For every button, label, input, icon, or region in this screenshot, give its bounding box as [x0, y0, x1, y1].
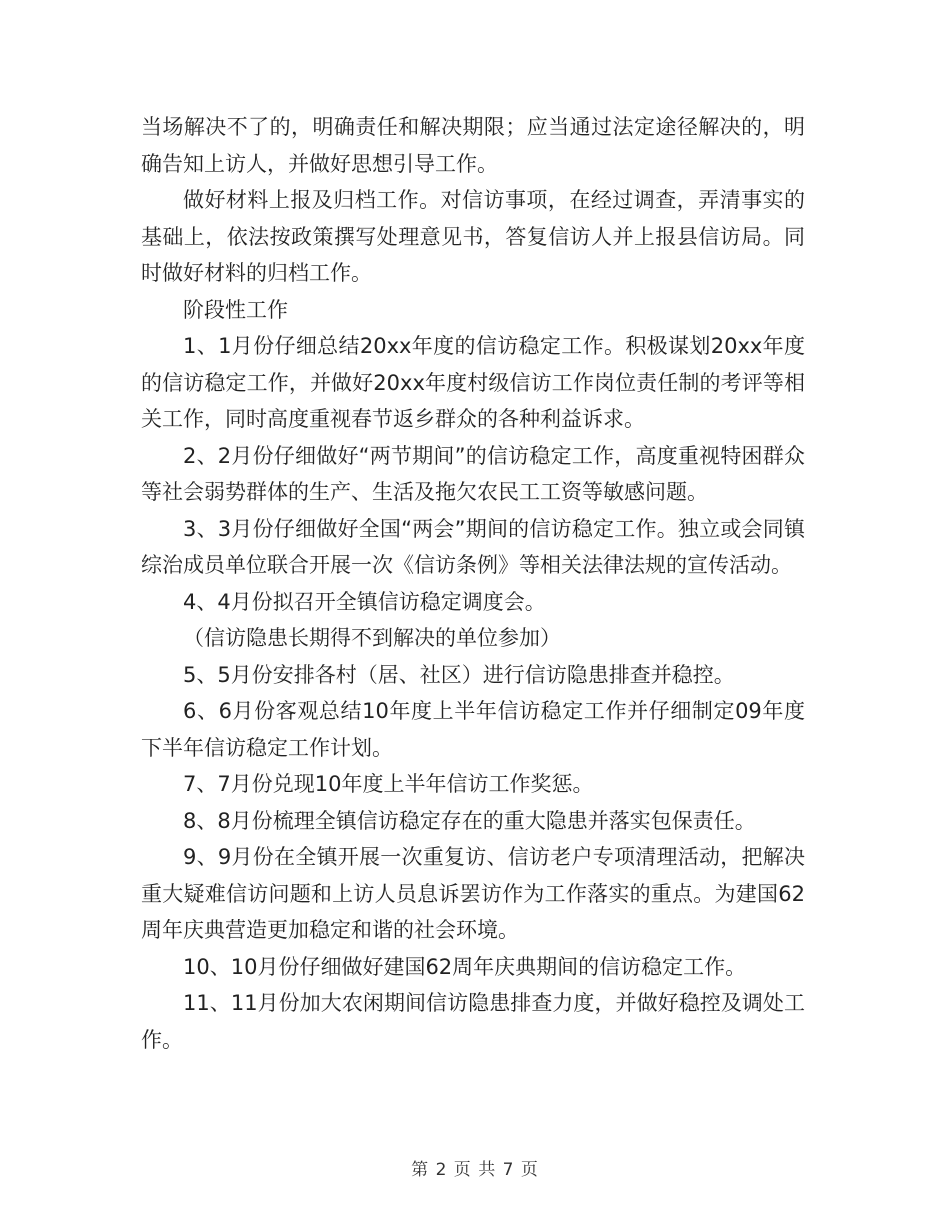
list-item-note: （信访隐患长期得不到解决的单位参加） — [183, 626, 561, 650]
list-item: 5、5月份安排各村（居、社区）进行信访隐患排查并稳控。 — [183, 662, 735, 687]
list-item: 4、4月份拟召开全镇信访稳定调度会。 — [183, 589, 546, 614]
list-item: 3、3月份仔细做好全国“两会”期间的信访稳定工作。独立或会同镇综治成员单位联合开展一次《信访条例》等相关法律法规的宣传活动。 — [141, 516, 805, 577]
list-item: 11、11月份加大农闲期间信访隐患排查力度，并做好稳控及调处工作。 — [141, 991, 805, 1052]
section-heading: 阶段性工作 — [183, 297, 288, 322]
list-item: 1、1月份仔细总结20xx年度的信访稳定工作。积极谋划20xx年度的信访稳定工作，并做好20xx年度村级信访工作岗位责任制的考评等相关工作，同时高度重视春节返乡群众的各种利益诉求。 — [141, 334, 805, 431]
list-item: 9、9月份在全镇开展一次重复访、信访老户专项清理活动，把解决重大疑难信访问题和上访人员息诉罢访作为工作落实的重点。为建国62周年庆典营造更加稳定和谐的社会环境。 — [141, 845, 805, 942]
document-body — [141, 109, 805, 1058]
paragraph: 做好材料上报及归档工作。对信访事项，在经过调查，弄清事实的基础上，依法按政策撰写处理意见书，答复信访人并上报县信访局。同时做好材料的归档工作。 — [141, 188, 805, 285]
list-item: 8、8月份梳理全镇信访稳定存在的重大隐患并落实包保责任。 — [183, 808, 756, 833]
page-number-footer: 第 2 页 共 7 页 — [411, 1160, 539, 1180]
list-item: 7、7月份兑现10年度上半年信访工作奖惩。 — [183, 772, 594, 796]
paragraph: 当场解决不了的，明确责任和解决期限；应当通过法定途径解决的，明确告知上访人，并做好思想引导工作。 — [141, 115, 805, 176]
list-item: 10、10月份仔细做好建国62周年庆典期间的信访稳定工作。 — [183, 954, 747, 979]
list-item: 6、6月份客观总结10年度上半年信访稳定工作并仔细制定09年度下半年信访稳定工作计划。 — [141, 699, 805, 760]
list-item: 2、2月份仔细做好“两节期间”的信访稳定工作，高度重视特困群众等社会弱势群体的生产、生活及拖欠农民工工资等敏感问题。 — [141, 443, 805, 504]
